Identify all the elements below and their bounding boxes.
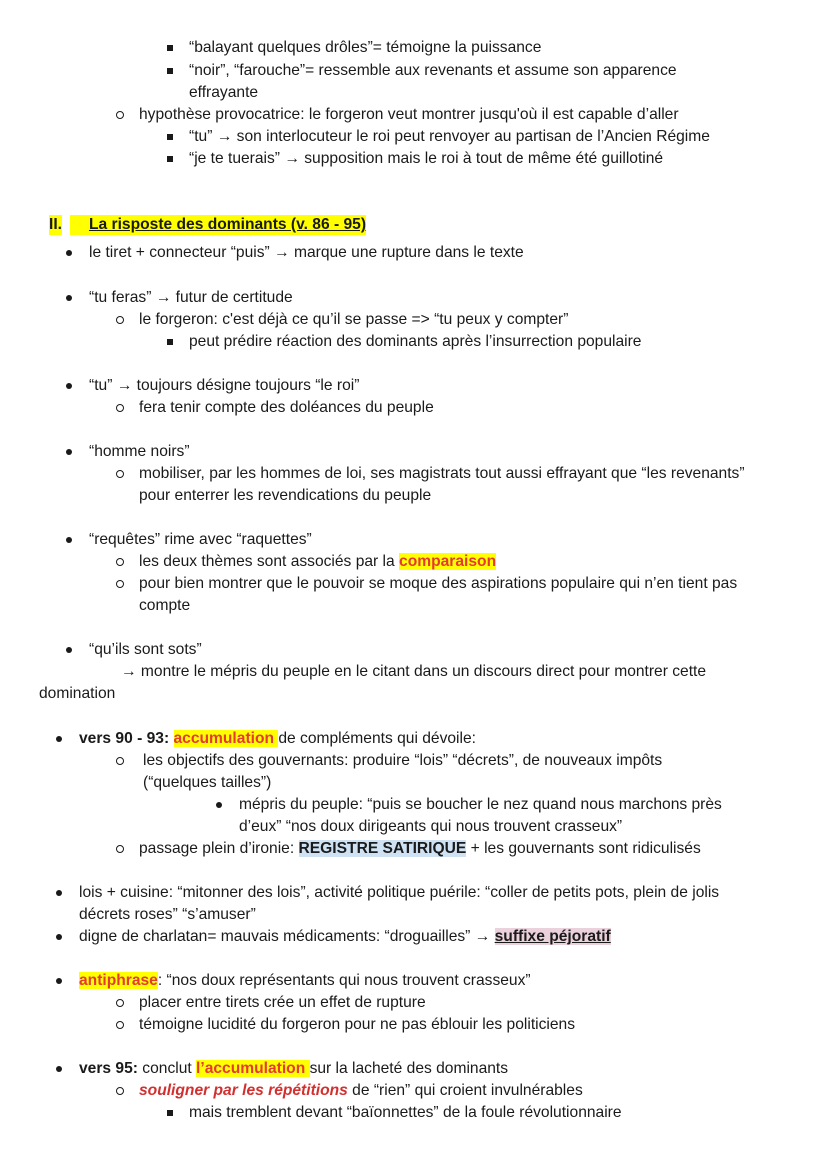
text-line: pour enterrer les revendications du peuple xyxy=(139,487,432,504)
text-line: mépris du peuple: “puis se boucher le nez quand nous marchons près xyxy=(239,796,722,813)
text-fragment: de compléments qui dévoile: xyxy=(278,730,476,747)
bullet-icon xyxy=(216,795,222,815)
highlight-comparaison: comparaison xyxy=(399,553,497,570)
bullet-icon xyxy=(56,729,62,749)
text-line: le tiret + connecteur “puis” → marque une rupture dans le texte xyxy=(89,244,524,261)
bullet-icon xyxy=(56,971,62,991)
highlight-registre-satirique: REGISTRE SATIRIQUE xyxy=(298,840,467,857)
section-number: II. xyxy=(49,216,62,233)
text-fragment: vers 95: xyxy=(79,1060,143,1077)
circle-bullet-icon xyxy=(116,1015,124,1035)
text-line: pour bien montrer que le pouvoir se moque des aspirations populaire qui n’en tient pas xyxy=(139,575,738,592)
text-fragment: passage plein d’ironie: xyxy=(139,840,299,857)
text-line xyxy=(139,1081,583,1101)
text-line: les objectifs des gouvernants: produire “lois” “décrets”, de nouveaux impôts xyxy=(143,752,663,769)
text-fragment: les deux thèmes sont associés par la xyxy=(139,553,400,570)
text-line: peut prédire réaction des dominants après l’insurrection populaire xyxy=(189,333,642,350)
section-heading: La risposte des dominants (v. 86 - 95) xyxy=(89,216,367,233)
text-line: “qu’ils sont sots” xyxy=(89,641,202,658)
bullet-icon xyxy=(56,1059,62,1079)
highlight-accumulation: l’accumulation xyxy=(196,1060,310,1077)
circle-bullet-icon xyxy=(116,310,124,330)
text-line: “noir”, “farouche”= ressemble aux revenants et assume son apparence xyxy=(189,62,677,79)
text-line: le forgeron: c'est déjà ce qu’il se passe => “tu peux y compter” xyxy=(139,311,569,328)
square-bullet-icon xyxy=(167,127,173,147)
text-line xyxy=(139,552,496,572)
text-line: témoigne lucidité du forgeron pour ne pas éblouir les politiciens xyxy=(139,1016,576,1033)
text-line: placer entre tirets crée un effet de rupture xyxy=(139,994,426,1011)
text-line: décrets roses” “s’amuser” xyxy=(79,906,256,923)
circle-bullet-icon xyxy=(116,993,124,1013)
text-line: lois + cuisine: “mitonner des lois”, activité politique puérile: “coller de petits pots, plein de jolis xyxy=(79,884,720,901)
text-line: mais tremblent devant “baïonnettes” de la foule révolutionnaire xyxy=(189,1104,622,1121)
bullet-icon xyxy=(66,243,72,263)
heading-gap xyxy=(70,215,89,235)
text-line: “homme noirs” xyxy=(89,443,190,460)
text-line: mobiliser, par les hommes de loi, ses magistrats tout aussi effrayant que “les revenants” xyxy=(139,465,745,482)
text-line: “balayant quelques drôles”= témoigne la puissance xyxy=(189,39,542,56)
text-line xyxy=(79,1059,508,1079)
text-line: “tu feras” → futur de certitude xyxy=(89,289,293,306)
circle-bullet-icon xyxy=(116,839,124,859)
text-line: “requêtes” rime avec “raquettes” xyxy=(89,531,312,548)
text-fragment: + les gouvernants sont ridiculisés xyxy=(466,840,701,857)
text-line: hypothèse provocatrice: le forgeron veut montrer jusqu'où il est capable d’aller xyxy=(139,106,679,123)
text-line: “tu” → toujours désigne toujours “le roi” xyxy=(89,377,360,394)
text-line: (“quelques tailles”) xyxy=(143,774,272,791)
square-bullet-icon xyxy=(167,1103,173,1123)
text-fragment: vers 90 - 93: xyxy=(79,730,174,747)
bullet-icon xyxy=(66,640,72,660)
square-bullet-icon xyxy=(167,38,173,58)
text-line: “je te tuerais” → supposition mais le roi à tout de même été guillotiné xyxy=(189,150,664,167)
bullet-icon xyxy=(66,376,72,396)
text-line: compte xyxy=(139,597,191,614)
highlight-accumulation: accumulation xyxy=(173,730,279,747)
circle-bullet-icon xyxy=(116,574,124,594)
text-line: fera tenir compte des doléances du peuple xyxy=(139,399,434,416)
text-line: domination xyxy=(39,685,116,702)
text-line: “tu” → son interlocuteur le roi peut renvoyer au partisan de l’Ancien Régime xyxy=(189,128,710,145)
highlight-suffixe-pejoratif: suffixe péjoratif xyxy=(494,928,611,945)
bullet-icon xyxy=(66,442,72,462)
circle-bullet-icon xyxy=(116,1081,124,1101)
text-line: → montre le mépris du peuple en le citant dans un discours direct pour montrer cette xyxy=(121,663,707,680)
circle-bullet-icon xyxy=(116,751,124,771)
text-fragment: : “nos doux représentants qui nous trouvent crasseux” xyxy=(157,972,531,989)
text-fragment: conclut xyxy=(142,1060,197,1077)
circle-bullet-icon xyxy=(116,464,124,484)
text-line xyxy=(139,839,701,859)
bullet-icon xyxy=(56,883,62,903)
text-fragment: de “rien” qui croient invulnérables xyxy=(347,1082,583,1099)
square-bullet-icon xyxy=(167,149,173,169)
text-line xyxy=(79,971,531,991)
circle-bullet-icon xyxy=(116,552,124,572)
text-fragment: digne de charlatan= mauvais médicaments: “droguailles” → xyxy=(79,928,495,945)
square-bullet-icon xyxy=(167,332,173,352)
bullet-icon xyxy=(56,927,62,947)
circle-bullet-icon xyxy=(116,398,124,418)
bullet-icon xyxy=(66,530,72,550)
text-line: effrayante xyxy=(189,84,259,101)
text-line xyxy=(79,927,611,947)
text-line xyxy=(79,729,476,749)
bullet-icon xyxy=(66,288,72,308)
square-bullet-icon xyxy=(167,61,173,81)
highlight-antiphrase: antiphrase xyxy=(79,972,158,989)
text-line: d’eux” “nos doux dirigeants qui nous trouvent crasseux” xyxy=(239,818,623,835)
circle-bullet-icon xyxy=(116,105,124,125)
text-fragment: souligner par les répétitions xyxy=(139,1082,348,1099)
text-fragment: sur la lacheté des dominants xyxy=(309,1060,509,1077)
